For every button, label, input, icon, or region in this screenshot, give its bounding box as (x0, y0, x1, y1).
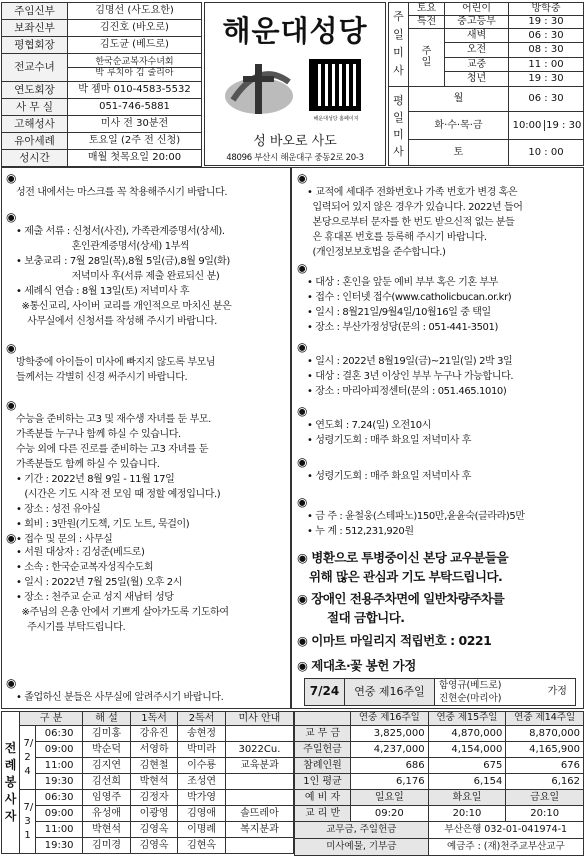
section-line: 저녁미사 후(서류 제출 완료되신 분) (16, 271, 220, 282)
duty-header: 미사 안내 (225, 712, 293, 726)
qr-caption: 해운대성당 홈페이지 (313, 116, 359, 122)
info-value: 토요일 (2주 전 신청) (68, 133, 202, 150)
notice-bullet-icon: ◉ (297, 550, 312, 565)
patron-saint: 성 바오로 사도 (253, 134, 337, 149)
duty-header: 1독서 (130, 712, 178, 726)
finance-cell: 교 무 금 (295, 726, 351, 742)
section-line: • 대상 : 혼인을 앞둔 예비 부부 혹은 기혼 부부 (307, 277, 498, 288)
duty-cell: 김선희 (83, 774, 131, 790)
finance-cell: 4,165,900 (506, 742, 584, 758)
section-bullet-icon: ◉ (6, 341, 16, 355)
section-heading (297, 455, 583, 469)
duty-cell: 교육분과 (225, 758, 293, 774)
finance-class-cell: 20:10 (428, 806, 506, 822)
section-line: • 회비 : 3만원(기도책, 기도 노트, 묵걸이) (16, 519, 190, 530)
duty-cell: 11:00 (36, 758, 83, 774)
duty-cell: 09:00 (36, 742, 83, 758)
finance-cell: 8,870,000 (506, 726, 584, 742)
flower-name: 진현순(마리아) (439, 693, 502, 704)
notice-bullet-icon: ◉ (297, 658, 312, 673)
finance-cell: 참례인원 (295, 758, 351, 774)
info-value: 매월 첫목요일 20:00 (68, 150, 202, 167)
duty-cell: 유성애 (83, 806, 131, 822)
duty-cell: 박현석 (130, 774, 178, 790)
info-value-line: 한국순교복자수녀회 (68, 57, 201, 68)
duty-cell: 19:30 (36, 838, 83, 854)
section-line: • 기간 : 2022년 8월 9일 - 11월 17일 (16, 474, 175, 485)
duty-cell: 김현철 (130, 758, 178, 774)
parish-logo (223, 56, 301, 118)
finance-cell: 6,154 (428, 774, 506, 790)
duty-cell: 김현옥 (178, 838, 226, 854)
duty-cell: 06:30 (36, 790, 83, 806)
sunday-slot-time: 19 : 30 (509, 72, 584, 86)
duty-header: 해 설 (83, 712, 131, 726)
announcement-section (6, 341, 290, 385)
sunday-slot-time: 11 : 00 (509, 57, 584, 71)
sunday-slot-label: 새벽 (445, 28, 509, 42)
finance-cell: 3,825,000 (351, 726, 429, 742)
notice-text: 병환으로 투병중이신 본당 교우분들을 (311, 550, 509, 565)
finance-class-header: 예 비 자 (295, 790, 351, 806)
section-line: • 졸업하신 분들은 사무실에 알려주시기 바랍니다. (16, 692, 224, 703)
children-time: 방학중 (509, 3, 584, 16)
sunday-slot-time: 08 : 30 (509, 43, 584, 57)
duty-cell: 3022Cu. (225, 742, 293, 758)
section-line: 입력되어 있지 않은 경우가 있습니다. 2022년 들어 (307, 202, 523, 213)
info-value: 김도균 (베드로) (68, 37, 202, 54)
section-line: 가족분들도 함께 하실 수 있습니다. (16, 459, 160, 470)
announcement-section (297, 340, 583, 399)
section-heading (297, 495, 583, 509)
section-line: 주시기를 부탁드립니다. (16, 622, 126, 633)
info-label: 고해성사 (2, 116, 68, 133)
duty-cell: 이광영 (130, 806, 178, 822)
finance-cell: 6,162 (506, 774, 584, 790)
info-label: 유아세례 (2, 133, 68, 150)
parish-title: 해운대성당 (222, 14, 368, 48)
info-table (1, 2, 202, 167)
duty-cell: 김영옥 (130, 838, 178, 854)
announcement-section (6, 676, 290, 705)
weekday-time-2: 19 : 30 (546, 119, 582, 131)
duty-cell: 강유진 (130, 726, 178, 742)
duty-cell: 김미홍 (83, 726, 131, 742)
finance-cell: 676 (506, 758, 584, 774)
sunday-slot-label: 교중 (445, 57, 509, 71)
finance-header: 연중 제16주일 (351, 712, 429, 726)
announcement-section (6, 210, 290, 329)
duty-cell: 송현정 (178, 726, 226, 742)
duty-side-text: 전례봉사자 (4, 741, 17, 823)
section-line: • 장소 : 마리아피정센터(문의 : 051.465.1010) (307, 386, 507, 397)
finance-class-header: 화요일 (428, 790, 506, 806)
section-line: • 접수 : 인터넷 접수(www.catholicbucan.or.kr) (307, 292, 512, 303)
duty-date-text: 7/24 (23, 737, 34, 777)
notice-text: 위해 많은 관심과 기도 부탁드립니다. (309, 569, 503, 584)
notice-text: 이마트 마일리지 적립번호 : 0221 (311, 633, 492, 648)
info-label: 전교수녀 (2, 54, 68, 82)
weekday-label: 화·수·목·금 (409, 112, 509, 140)
section-heading (297, 171, 583, 185)
duty-cell (225, 790, 293, 806)
duty-cell: 조성연 (178, 774, 226, 790)
section-bullet-icon: ◉ (6, 398, 16, 412)
finance-class-header: 금요일 (506, 790, 584, 806)
section-line: • 제출 서류 : 신청서(사진), 가족관계증명서(상세). (16, 226, 225, 237)
finance-cell: 1인 평균 (295, 774, 351, 790)
section-heading (6, 676, 290, 690)
info-value (68, 54, 202, 82)
info-value: 051-746-5881 (68, 99, 202, 116)
monday-label: 월 (409, 86, 509, 112)
section-line: • 장소 : 부산가정성당(문의 : 051-441-3501) (307, 322, 498, 333)
section-line: • 보충교리 : 7월 28일(목),8월 5일(금),8월 9일(화) (16, 256, 230, 267)
finance-cell: 주일헌금 (295, 742, 351, 758)
duty-cell: 19:30 (36, 774, 83, 790)
flower-name: 함영규(베드로) (439, 680, 502, 691)
finance-class-cell: 09:20 (351, 806, 429, 822)
section-line: • 일시 : 2022년 7월 25일(월) 오후 2시 (16, 577, 182, 588)
duty-cell: 박순덕 (83, 742, 131, 758)
section-bullet-icon: ◉ (297, 171, 307, 185)
bank-value: 부산은행 032-01-041974-1 (428, 822, 583, 839)
finance-header: 연중 제15주일 (428, 712, 506, 726)
announcement-section (297, 171, 583, 260)
parish-header (204, 2, 386, 166)
announcement-section (6, 531, 290, 635)
duty-cell (225, 838, 293, 854)
flower-suffix: 가정 (540, 679, 576, 706)
finance-class-cell: 교 리 반 (295, 806, 351, 822)
announcement-section (297, 495, 583, 539)
section-line: 성전 내에서는 마스크를 꼭 착용해주시기 바랍니다. (16, 187, 228, 198)
section-line: (개인정보보호법을 준수합니다.) (307, 247, 446, 258)
duty-header: 구 분 (20, 712, 83, 726)
bank-value: 예금주 : (재)천주교부산교구 (428, 839, 583, 856)
info-label: 성시간 (2, 150, 68, 167)
monday-time: 06 : 30 (509, 86, 584, 112)
section-heading (6, 531, 290, 545)
announcement-section (6, 398, 290, 547)
section-heading (297, 340, 583, 354)
duty-cell: 이명례 (178, 822, 226, 838)
saturday-weekday-time: 10 : 00 (509, 140, 584, 166)
duty-cell: 박현석 (83, 822, 131, 838)
notice-text: 장애인 전용주차면에 일반차량주차를 (311, 591, 505, 606)
info-value: 미사 전 30분전 (68, 116, 202, 133)
section-line: • 일시 : 8월21일/9월4일/10월16일 중 택일 (307, 307, 491, 318)
qr-code[interactable] (309, 59, 361, 111)
section-heading (6, 341, 290, 355)
finance-cell: 675 (428, 758, 506, 774)
section-heading (6, 398, 290, 412)
info-value: 박 젬마 010-4583-5532 (68, 82, 202, 99)
duty-cell: 김영옥 (130, 822, 178, 838)
section-line: • 연도회 : 7.24(일) 오전10시 (307, 420, 431, 431)
section-line: • 접수 및 문의 : 사무실 (16, 534, 113, 545)
duty-date (20, 790, 36, 854)
youth-time: 19 : 30 (509, 15, 584, 28)
finance-table (294, 711, 584, 856)
sunday-slot-label: 오전 (445, 43, 509, 57)
section-line: (시간은 기도 시작 전 모임 때 정할 예정입니다.) (16, 489, 221, 500)
section-heading (297, 261, 583, 275)
section-line: • 일시 : 2022년 8월19일(금)~21일(일) 2박 3일 (307, 356, 513, 367)
sunday-slot-label: 청년 (445, 72, 509, 86)
section-bullet-icon: ◉ (297, 404, 307, 418)
section-bullet-icon: ◉ (297, 340, 307, 354)
sunday-slot-time: 06 : 30 (509, 28, 584, 42)
section-heading (297, 404, 583, 418)
notice-text: 절대 금합니다. (327, 610, 405, 625)
duty-cell (225, 774, 293, 790)
weekday-time-1: 10:00 (510, 120, 546, 132)
section-line: • 교적에 세대주 전화번호나 가족 번호가 변경 혹은 (307, 187, 518, 198)
parish-address: 48096 부산시 해운대구 중동2로 20-3 (226, 153, 364, 163)
finance-class-cell: 20:10 (506, 806, 584, 822)
section-bullet-icon: ◉ (297, 495, 307, 509)
duty-cell: 솔뜨레아 (225, 806, 293, 822)
announcement-section (297, 404, 583, 448)
info-label: 보좌신부 (2, 20, 68, 37)
flower-week: 연중 제16주일 (345, 679, 435, 706)
section-line: • 성령기도회 : 매주 화요일 저녁미사 후 (307, 435, 472, 446)
announcement-section (297, 455, 583, 484)
section-line: • 장소 : 천주교 순교 성지 새남터 성당 (16, 592, 174, 603)
children-label: 어린이 (445, 3, 509, 16)
section-line: 방학중에 아이들이 미사에 빠지지 않도록 부모님 (16, 357, 216, 368)
finance-cell: 4,154,000 (428, 742, 506, 758)
info-value: 김명선 (사도요한) (68, 3, 202, 20)
section-line: 수능을 준비하는 고3 및 재수생 자녀를 둔 부모. (16, 414, 211, 425)
section-line: • 서원 대상자 : 김성준(베드로) (16, 547, 145, 558)
section-bullet-icon: ◉ (6, 531, 16, 545)
duty-cell: 복지분과 (225, 822, 293, 838)
mass-times-table (388, 2, 584, 166)
duty-date-text: 7/31 (23, 801, 34, 841)
duty-side-label (2, 712, 20, 854)
section-heading (6, 210, 290, 224)
notice-bullet-icon: ◉ (297, 633, 312, 648)
section-line: • 세례식 연습 : 8월 13일(토) 저녁미사 후 (16, 286, 190, 297)
finance-class-header: 일요일 (351, 790, 429, 806)
section-line: • 누 계 : 512,231,920원 (307, 526, 414, 537)
info-label: 평협회장 (2, 37, 68, 54)
section-line: • 금 주 : 윤철웅(스테파노)150만,윤윤숙(글라라)5만 (307, 511, 525, 522)
finance-cell: 4,237,000 (351, 742, 429, 758)
section-heading (6, 171, 290, 185)
section-line: 들께서는 각별히 신경 써주시기 바랍니다. (16, 372, 188, 383)
finance-header: 연중 제14주일 (506, 712, 584, 726)
section-line: 가족분들 누구나 함께 하실 수 있습니다. (16, 429, 181, 440)
section-bullet-icon: ◉ (6, 171, 16, 185)
info-label: 연도회장 (2, 82, 68, 99)
duty-cell: 박가영 (178, 790, 226, 806)
bank-label: 교무금, 주일헌금 (295, 822, 429, 839)
flower-date: 7/24 (305, 679, 345, 706)
section-line: 수능 외에 다른 진로를 준비하는 고3 자녀를 둔 (16, 444, 209, 455)
sunday-mass-label: 주일미사 (389, 3, 409, 87)
section-line: ※주님의 은총 안에서 기쁘게 살아가도록 기도하여 (16, 607, 229, 618)
info-label: 주임신부 (2, 3, 68, 20)
duty-header: 2독서 (178, 712, 226, 726)
duty-cell: 김지연 (83, 758, 131, 774)
notice-text: 제대초·꽃 봉헌 가정 (311, 658, 416, 673)
section-line: • 대상 : 결혼 3년 이상인 부부 누구나 가능합니다. (307, 371, 514, 382)
duty-cell: 김미경 (83, 838, 131, 854)
info-value-line: 박 루치아 김 줄리아 (95, 68, 174, 78)
announcement-section (6, 171, 290, 200)
info-label: 사 무 실 (2, 99, 68, 116)
duty-cell: 06:30 (36, 726, 83, 742)
duty-cell: 김영애 (178, 806, 226, 822)
duty-cell: 김정자 (130, 790, 178, 806)
info-value: 김진호 (바오로) (68, 20, 202, 37)
duty-cell: 서영하 (130, 742, 178, 758)
duty-table (1, 711, 294, 854)
section-line: • 소속 : 한국순교복자성직수도회 (16, 562, 154, 573)
saturday-weekday-label: 토 (409, 140, 509, 166)
section-line: 본당으로부터 문자를 한 번도 받으신적 없는 분들 (307, 217, 515, 228)
duty-cell (225, 726, 293, 742)
duty-cell: 박미라 (178, 742, 226, 758)
flower-table (304, 678, 576, 706)
sunday-day-label: 주일 (409, 28, 445, 86)
section-line: 사무실에서 신청서를 작성해 주시기 바랍니다. (16, 316, 217, 327)
finance-cell: 6,176 (351, 774, 429, 790)
finance-cell: 4,870,000 (428, 726, 506, 742)
finance-header (295, 712, 351, 726)
section-line: • 장소 : 성전 유아실 (16, 504, 101, 515)
duty-cell: 이수룡 (178, 758, 226, 774)
section-bullet-icon: ◉ (297, 455, 307, 469)
duty-cell: 11:00 (36, 822, 83, 838)
notice-bullet-icon: ◉ (297, 591, 312, 606)
weekday-mass-label: 평일미사 (389, 86, 409, 165)
duty-date (20, 726, 36, 790)
section-line: 은 휴대폰 번호를 등록해 주시기 바랍니다. (307, 232, 487, 243)
eve-label: 특전 (409, 15, 445, 28)
duty-cell: 임영주 (83, 790, 131, 806)
bank-label: 미사예물, 기부금 (295, 839, 429, 856)
section-bullet-icon: ◉ (6, 676, 16, 690)
duty-cell: 09:00 (36, 806, 83, 822)
section-bullet-icon: ◉ (6, 210, 16, 224)
saturday-label: 토요 (409, 3, 445, 16)
section-bullet-icon: ◉ (297, 261, 307, 275)
youth-label: 중고등부 (445, 15, 509, 28)
finance-cell: 686 (351, 758, 429, 774)
section-line: ※통신교리, 사이버 교리를 개인적으로 마치신 분은 (16, 301, 232, 312)
section-line: 혼인관계증명서(상세) 1부씩 (16, 241, 190, 252)
announcement-section (297, 261, 583, 335)
section-line: • 성령기도회 : 매주 화요일 저녁미사 후 (307, 471, 472, 482)
